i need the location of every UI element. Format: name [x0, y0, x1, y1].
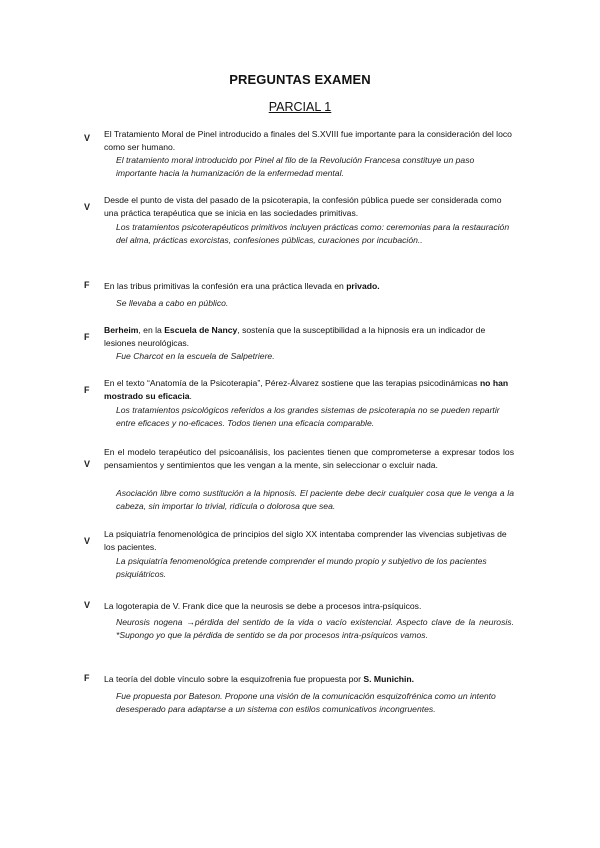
statement-text: , sostenía que la susceptibilidad a la hipnosis era un indicador de lesiones neurológicas.	[104, 325, 486, 348]
answer-mark: V	[84, 133, 91, 143]
answer-explanation: Se llevaba a cabo en público.	[116, 298, 229, 308]
statement-emphasis: no han mostrado su eficacia	[104, 378, 509, 401]
page-title: PREGUNTAS EXAMEN	[229, 72, 371, 87]
statement-text: En el texto “Anatomía de la Psicoterapia”, Pérez-Álvarez sostiene que las terapias psicodinámicas	[104, 378, 480, 388]
statement-emphasis: Berheim	[104, 325, 139, 335]
answer-explanation: El tratamiento moral introducido por Pinel al filo de la Revolución Francesa constituye un paso importante hacia la humanización de la enfermedad mental.	[116, 155, 475, 178]
question-statement: La psiquiatría fenomenológica de principios del siglo XX intentaba comprender las vivencias subjetivas de los pacientes.	[104, 529, 507, 552]
answer-text: pérdida del sentido de la vida o vacío existencial. Aspecto clave de la neurosis. *Supongo yo que la pérdida de sentido se da por procesos intra-psíquicos vamos.	[116, 617, 514, 640]
answer-mark: F	[84, 280, 90, 290]
answer-mark: V	[84, 536, 91, 546]
question-statement: La logoterapia de V. Frank dice que la neurosis se debe a procesos intra-psíquicos.	[104, 601, 422, 611]
answer-mark: F	[84, 673, 90, 683]
question-statement	[104, 280, 514, 293]
page-subtitle: PARCIAL 1	[268, 100, 332, 114]
answer-mark: V	[84, 600, 91, 610]
question-statement: Desde el punto de vista del pasado de la psicoterapia, la confesión pública puede ser considerada como una práctica terapéutica que se inicia en las sociedades primitivas.	[104, 195, 502, 218]
answer-explanation: La psiquiatría fenomenológica pretende comprender el mundo propio y subjetivo de los pacientes psiquiátricos.	[116, 556, 487, 579]
answer-explanation: Asociación libre como sustitución a la hipnosis. El paciente debe decir cualquier cosa que le venga a la cabeza, sin importar lo trivial, ridícula o dolorosa que sea.	[116, 488, 514, 511]
question-statement	[104, 324, 514, 350]
statement-text: .	[189, 391, 192, 401]
answer-mark: F	[84, 385, 90, 395]
answer-explanation: Fue Charcot en la escuela de Salpetriere.	[116, 351, 275, 361]
answer-mark: F	[84, 332, 90, 342]
answer-explanation: Los tratamientos psicoterapéuticos primitivos incluyen prácticas como: ceremonias para la restauración del alma, prácticas exorcistas, confesiones públicas, curaciones por incubación..	[116, 222, 510, 245]
answer-explanation	[116, 616, 514, 642]
answer-mark: V	[84, 459, 91, 469]
statement-emphasis: Escuela de Nancy	[164, 325, 238, 335]
statement-text: En las tribus primitivas la confesión era una práctica llevada en	[104, 281, 347, 291]
statement-text: La teoría del doble vínculo sobre la esquizofrenia fue propuesta por	[104, 674, 364, 684]
arrow-icon: →	[186, 617, 195, 627]
question-statement: En el modelo terapéutico del psicoanálisis, los pacientes tienen que comprometerse a expresar todos los pensamientos y sentimientos que les vengan a la mente, sin seleccionar o excluir nada.	[104, 447, 514, 470]
question-statement	[104, 377, 514, 403]
answer-explanation: Fue propuesta por Bateson. Propone una visión de la comunicación esquizofrénica como un intento desesperado para adaptarse a un sistema con estilos comunicativos incongruentes.	[116, 691, 496, 714]
answer-text: Neurosis nogena	[116, 617, 187, 627]
question-statement: El Tratamiento Moral de Pinel introducido a finales del S.XVIII fue importante para la consideración del loco como ser humano.	[104, 129, 512, 152]
statement-emphasis: S. Munichin.	[363, 674, 415, 684]
answer-mark: V	[84, 202, 91, 212]
statement-emphasis: privado.	[346, 281, 380, 291]
statement-text: , en la	[138, 325, 165, 335]
question-statement	[104, 673, 514, 686]
answer-explanation: Los tratamientos psicológicos referidos a los grandes sistemas de psicoterapia no se pueden repartir entre eficaces y no-eficaces. Todos tienen una eficacia comparable.	[116, 405, 500, 428]
